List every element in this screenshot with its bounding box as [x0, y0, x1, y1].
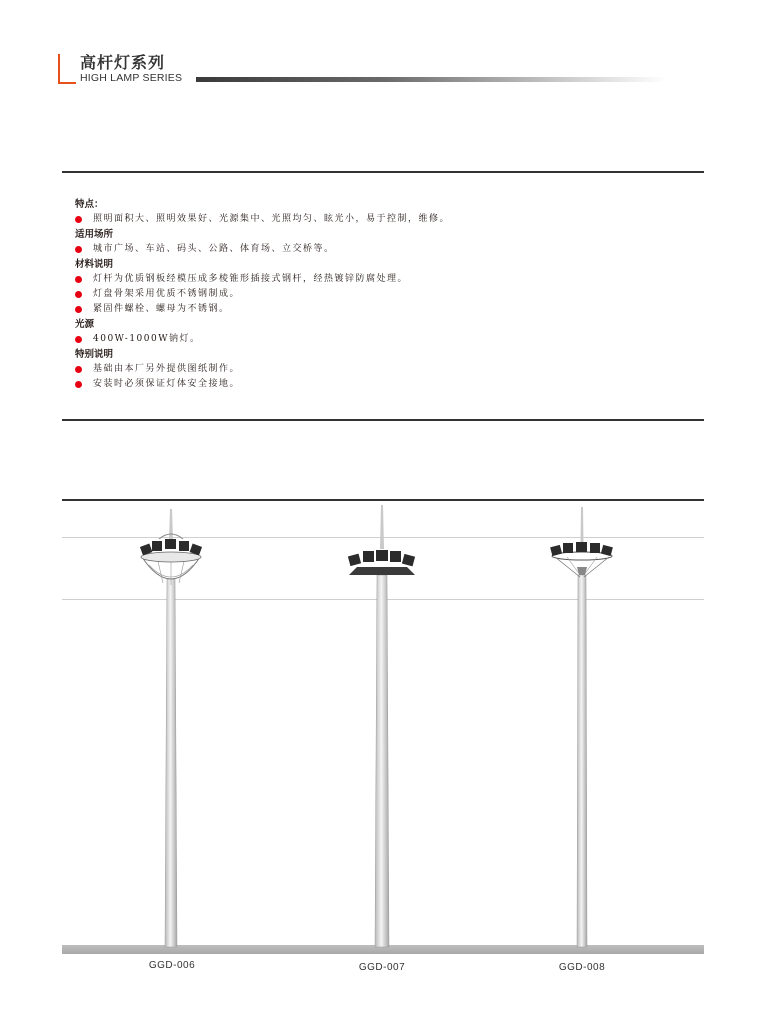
lightning-rod [581, 507, 584, 545]
bullet-icon [75, 216, 82, 223]
model-label: GGD-007 [358, 962, 406, 973]
list-item: 基础由本厂另外提供图纸制作。 [75, 362, 695, 377]
header-gradient-bar [196, 77, 666, 82]
bullet-icon [75, 291, 82, 298]
list-item: 400W-1000W钠灯。 [75, 332, 695, 347]
list-item: 灯杆为优质钢板经模压成多棱锥形插接式钢杆，经热镀锌防腐处理。 [75, 272, 695, 287]
ring-frame-icon [550, 542, 613, 577]
section-title: 特点： [75, 199, 104, 210]
section-title: 材料说明 [75, 259, 114, 270]
bullet-icon [75, 336, 82, 343]
bullet-icon [75, 366, 82, 373]
bullet-icon [75, 381, 82, 388]
list-item: 安装时必须保证灯体安全接地。 [75, 377, 695, 392]
pole-ggd-006-illustration [137, 499, 207, 949]
section-special-notes [75, 347, 695, 392]
lightning-rod [380, 505, 384, 549]
list-item: 灯盘骨架采用优质不锈钢制成。 [75, 287, 695, 302]
middle-divider [62, 419, 704, 421]
list-item: 紧固件螺栓、螺母为不锈钢。 [75, 302, 695, 317]
product-illustration-area [62, 499, 704, 959]
pole-shaft [577, 575, 587, 947]
page-title: 高杆灯系列 [80, 53, 166, 72]
section-title: 特别说明 [75, 349, 114, 360]
pole-shaft [165, 579, 177, 947]
features-block [75, 197, 695, 392]
section-applications [75, 227, 695, 257]
pole-ggd-008-illustration [547, 499, 617, 949]
basket-crown-icon [140, 534, 202, 585]
lightning-rod [169, 509, 173, 541]
square-tray-icon [348, 550, 415, 575]
model-label: GGD-006 [148, 960, 196, 971]
bullet-icon [75, 246, 82, 253]
bullet-icon [75, 276, 82, 283]
section-light-source [75, 317, 695, 347]
section-title: 适用场所 [75, 229, 114, 240]
model-label: GGD-008 [558, 962, 606, 973]
section-features [75, 197, 695, 227]
section-title: 光源 [75, 319, 95, 330]
section-materials [75, 257, 695, 317]
top-divider [62, 171, 704, 173]
list-item: 城市广场、车站、码头、公路、体育场、立交桥等。 [75, 242, 695, 257]
header-bracket [58, 54, 76, 84]
pole-shaft [375, 575, 389, 947]
page-subtitle: HIGH LAMP SERIES [80, 72, 183, 84]
list-item: 照明面积大、照明效果好、光源集中、光照均匀、眩光小，易于控制，维修。 [75, 212, 695, 227]
bullet-icon [75, 306, 82, 313]
pole-ggd-007-illustration [347, 499, 417, 949]
